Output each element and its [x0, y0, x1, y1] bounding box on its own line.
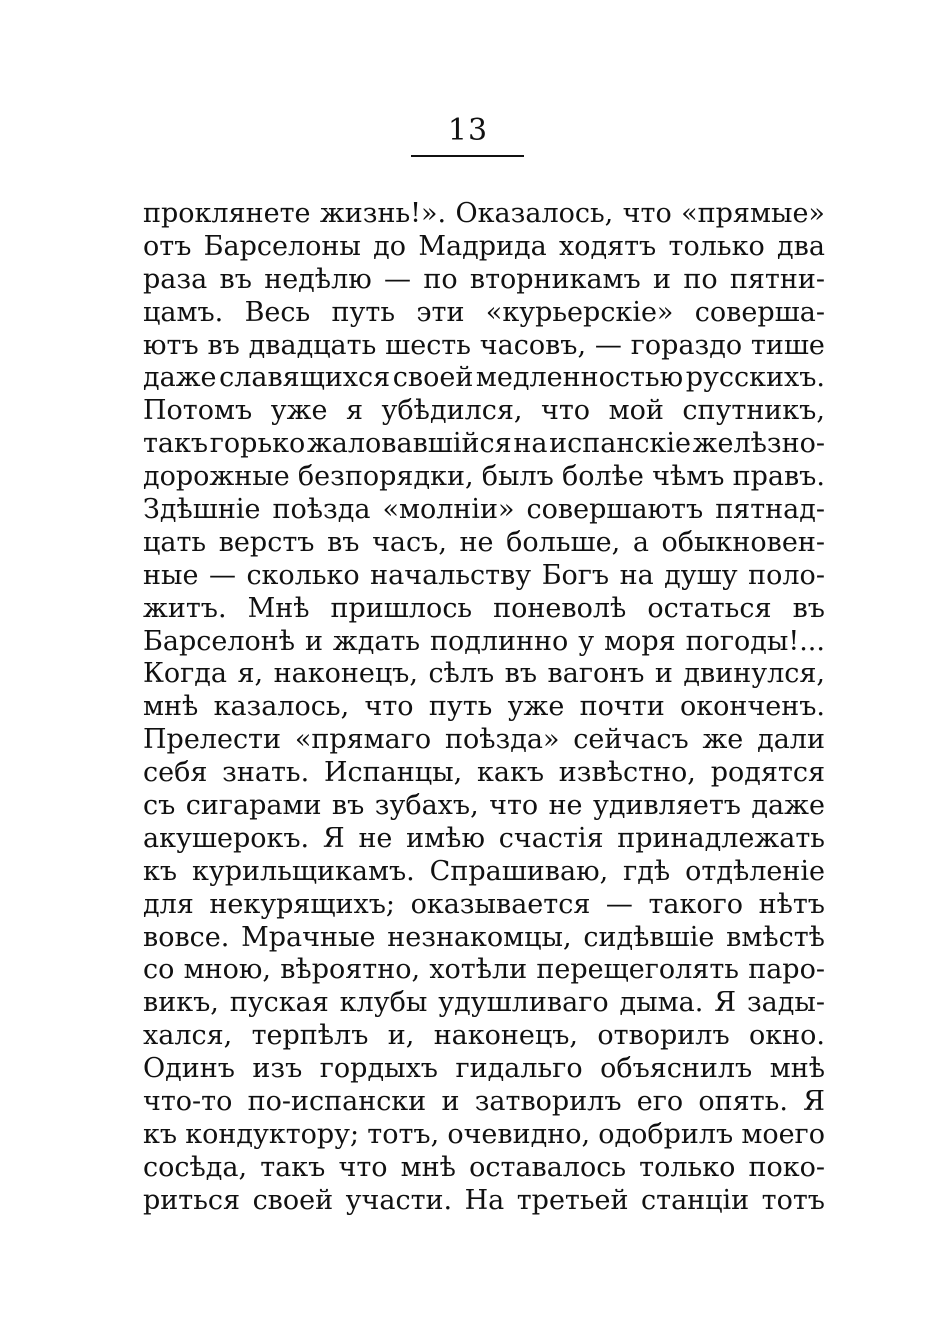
- text-line: цать верстъ въ часъ, не больше, а обыкновен-: [143, 526, 825, 558]
- page-number: 13: [447, 113, 489, 148]
- text-line: сосѣда, такъ что мнѣ оставалось только поко-: [143, 1151, 825, 1183]
- text-line: такъ горько жаловавшійся на испанскіе желѣзно-: [143, 428, 825, 460]
- text-line: ютъ въ двадцать шесть часовъ, — гораздо тише: [143, 329, 825, 361]
- text-line: хался, терпѣлъ и, наконецъ, отворилъ окно.: [143, 1020, 825, 1052]
- text-line: себя знать. Испанцы, какъ извѣстно, родятся: [143, 757, 825, 789]
- text-line: Прелести «прямаго поѣзда» сейчасъ же дали: [143, 724, 825, 756]
- text-line: ные — сколько начальству Богъ на душу поло-: [143, 559, 825, 591]
- header-rule: [411, 155, 524, 157]
- text-line: даже славящихся своей медленностью русскихъ.: [143, 362, 825, 394]
- text-line: проклянете жизнь!». Оказалось, что «прямые»: [143, 198, 825, 229]
- text-line: цамъ. Весь путь эти «курьерскіе» соверша-: [143, 296, 825, 328]
- text-line: вовсе. Мрачные незнакомцы, сидѣвшіе вмѣстѣ: [143, 921, 825, 953]
- body-text: [143, 198, 825, 1218]
- text-line: раза въ недѣлю — по вторникамъ и по пятни-: [143, 263, 825, 295]
- text-line: къ курильщикамъ. Спрашиваю, гдѣ отдѣленіе: [143, 855, 825, 887]
- text-line: Когда я, наконецъ, сѣлъ въ вагонъ и двинулся,: [143, 658, 825, 690]
- text-line: Барселонѣ и ждать подлинно у моря погоды!...: [143, 625, 825, 657]
- text-line: со мною, вѣроятно, хотѣли перещеголять паро-: [143, 954, 825, 986]
- text-line: викъ, пуская клубы удушливаго дыма. Я зады-: [143, 987, 825, 1019]
- text-line: акушерокъ. Я не имѣю счастія принадлежать: [143, 822, 825, 854]
- text-line: риться своей участи. На третьей станціи тотъ: [143, 1184, 825, 1216]
- text-line: съ сигарами въ зубахъ, что не удивляетъ даже: [143, 790, 825, 822]
- text-line: Одинъ изъ гордыхъ гидальго объяснилъ мнѣ: [143, 1053, 825, 1085]
- text-line: дорожные безпорядки, былъ болѣе чѣмъ правъ.: [143, 461, 825, 493]
- text-line: къ кондуктору; тотъ, очевидно, одобрилъ моего: [143, 1118, 825, 1150]
- text-line: житъ. Мнѣ пришлось поневолѣ остаться въ: [143, 592, 825, 624]
- text-line: Потомъ уже я убѣдился, что мой спутникъ,: [143, 395, 825, 427]
- text-line: мнѣ казалось, что путь уже почти оконченъ.: [143, 691, 825, 723]
- text-line: отъ Барселоны до Мадрида ходятъ только два: [143, 230, 825, 262]
- text-line: Здѣшніе поѣзда «молніи» совершаютъ пятнад-: [143, 494, 825, 526]
- text-line: что-то по-испански и затворилъ его опять. Я: [143, 1086, 825, 1118]
- text-line: для некурящихъ; оказывается — такого нѣтъ: [143, 888, 825, 920]
